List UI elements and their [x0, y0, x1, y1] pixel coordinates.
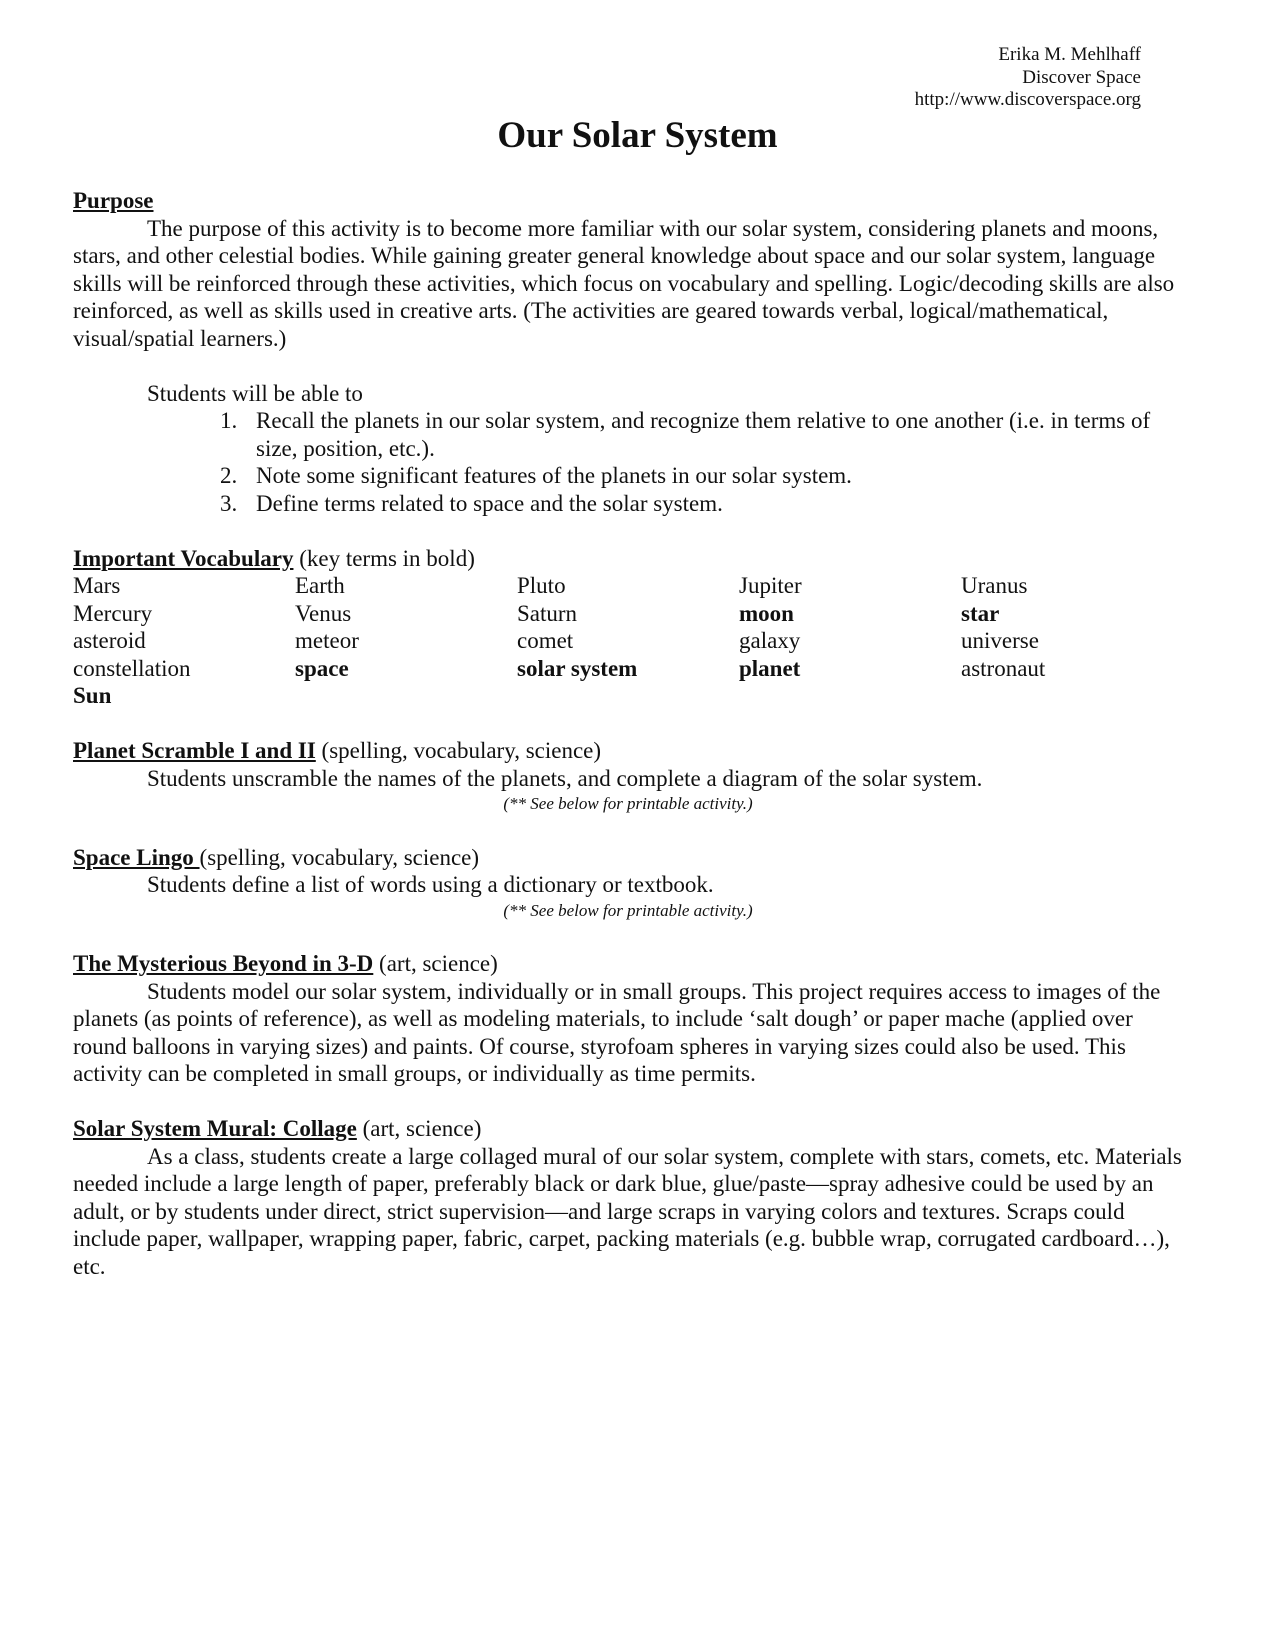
vocabulary-term: asteroid — [73, 628, 146, 653]
vocabulary-term: constellation — [73, 655, 191, 681]
vocabulary-term: Mercury — [73, 600, 153, 626]
objective-number: 1. — [220, 408, 238, 433]
vocabulary-term: planet — [739, 655, 801, 681]
planet-scramble-tags: (spelling, vocabulary, science) — [315, 738, 602, 763]
vocabulary-row — [73, 682, 1183, 710]
vocabulary-table — [73, 572, 1183, 710]
mysterious-beyond-heading: The Mysterious Beyond in 3-D — [73, 951, 374, 976]
mural-heading-line — [73, 1115, 1183, 1143]
purpose-body: The purpose of this activity is to become more familiar with our solar system, considering planets and moons, stars, and other celestial bodies. While gaining greater general knowledge about space and our solar system, language skills will be reinforced through these activities, which focus on vocabulary and spelling. Logic/decoding skills are also reinforced, as well as skills used in creative arts. (The activities are geared towards verbal, logical/mathematical, visual/spatial learners.) — [73, 215, 1175, 351]
objectives-intro: Students will be able to — [147, 380, 363, 406]
vocabulary-term: Mars — [73, 573, 121, 598]
objectives-section — [73, 380, 1183, 518]
objective-number: 2. — [220, 463, 238, 488]
objective-number: 3. — [220, 490, 238, 516]
vocabulary-heading-line — [73, 545, 1183, 573]
vocabulary-term: space — [295, 655, 349, 681]
vocabulary-term: astronaut — [961, 655, 1046, 681]
vocabulary-term — [739, 682, 961, 710]
objective-text: Define terms related to space and the solar system. — [256, 490, 723, 516]
vocabulary-term: Jupiter — [739, 573, 802, 598]
organization-url: http://www.discoverspace.org — [914, 89, 1141, 110]
vocabulary-row — [73, 627, 1183, 655]
planet-scramble-heading: Planet Scramble I and II — [73, 738, 316, 763]
vocabulary-term: comet — [517, 628, 574, 653]
vocabulary-term: Earth — [295, 573, 345, 598]
vocabulary-term — [295, 682, 517, 710]
mural-body: As a class, students create a large collaged mural of our solar system, complete with stars, comets, etc. Materials needed include a large length of paper, preferably black or dark blue, glue/paste—spray adhesive could be used by an adult, or by students under direct, strict supervision—and large scraps in varying colors and textures. Scraps could include paper, wallpaper, wrapping paper, fabric, carpet, packing materials (e.g. bubble wrap, corrugated cardboard…), etc. — [73, 1143, 1182, 1279]
vocabulary-section — [73, 545, 1183, 710]
mysterious-beyond-tags: (art, science) — [373, 951, 498, 976]
vocabulary-term: moon — [739, 600, 794, 626]
purpose-heading: Purpose — [73, 188, 154, 213]
vocabulary-row — [73, 600, 1183, 628]
space-lingo-heading: Space Lingo — [73, 844, 200, 870]
vocabulary-term: Pluto — [517, 573, 566, 598]
vocabulary-term: galaxy — [739, 628, 801, 653]
vocabulary-term: Venus — [295, 600, 352, 626]
space-lingo-heading-line — [73, 844, 1183, 872]
space-lingo-section — [73, 844, 1183, 923]
vocabulary-row — [73, 572, 1183, 600]
vocabulary-term — [961, 682, 1183, 710]
mysterious-beyond-body: Students model our solar system, individually or in small groups. This project requires access to images of the planets (as points of reference), as well as modeling materials, to include ‘salt dough’ or paper mache (applied over round balloons in varying sizes) and paints. Of course, styrofoam spheres in varying sizes could also be used. This activity can be completed in small groups, or individually as time permits. — [73, 978, 1161, 1086]
document-header — [915, 44, 1141, 112]
vocabulary-term: Sun — [73, 683, 112, 708]
objective-item — [220, 462, 1183, 490]
planet-scramble-section — [73, 737, 1183, 816]
planet-scramble-body: Students unscramble the names of the planets, and complete a diagram of the solar system. — [147, 765, 983, 791]
vocabulary-term: meteor — [295, 628, 359, 653]
objectives-list — [73, 407, 1183, 517]
vocabulary-heading: Important Vocabulary — [73, 545, 294, 571]
vocabulary-term: universe — [961, 628, 1039, 653]
vocabulary-term: star — [961, 600, 1000, 626]
objective-item — [220, 407, 1183, 462]
vocabulary-row — [73, 655, 1183, 683]
vocabulary-term: Uranus — [961, 573, 1028, 598]
mysterious-beyond-heading-line — [73, 950, 1183, 978]
objective-text: Recall the planets in our solar system, and recognize them relative to one another (i.e. in terms of size, position, etc.). — [256, 408, 1151, 461]
vocabulary-term: solar system — [517, 655, 638, 681]
mural-heading: Solar System Mural: Collage — [73, 1116, 357, 1141]
mural-section — [73, 1115, 1183, 1280]
document-title: Our Solar System — [497, 115, 778, 156]
mysterious-beyond-section — [73, 950, 1183, 1088]
planet-scramble-heading-line — [73, 737, 1183, 765]
space-lingo-note: (** See below for printable activity.) — [503, 900, 753, 920]
space-lingo-body: Students define a list of words using a dictionary or textbook. — [147, 872, 714, 897]
vocabulary-term: Saturn — [517, 600, 578, 626]
organization-name: Discover Space — [1022, 66, 1141, 88]
mural-tags: (art, science) — [356, 1116, 482, 1141]
objective-item — [220, 490, 1183, 518]
objective-text: Note some significant features of the planets in our solar system. — [256, 463, 852, 488]
vocabulary-term — [517, 682, 739, 710]
author-name: Erika M. Mehlhaff — [998, 44, 1141, 65]
purpose-section — [73, 187, 1183, 352]
planet-scramble-note: (** See below for printable activity.) — [503, 794, 753, 813]
space-lingo-tags: (spelling, vocabulary, science) — [199, 844, 480, 870]
vocabulary-note: (key terms in bold) — [293, 545, 475, 571]
document-body — [73, 187, 1183, 1280]
